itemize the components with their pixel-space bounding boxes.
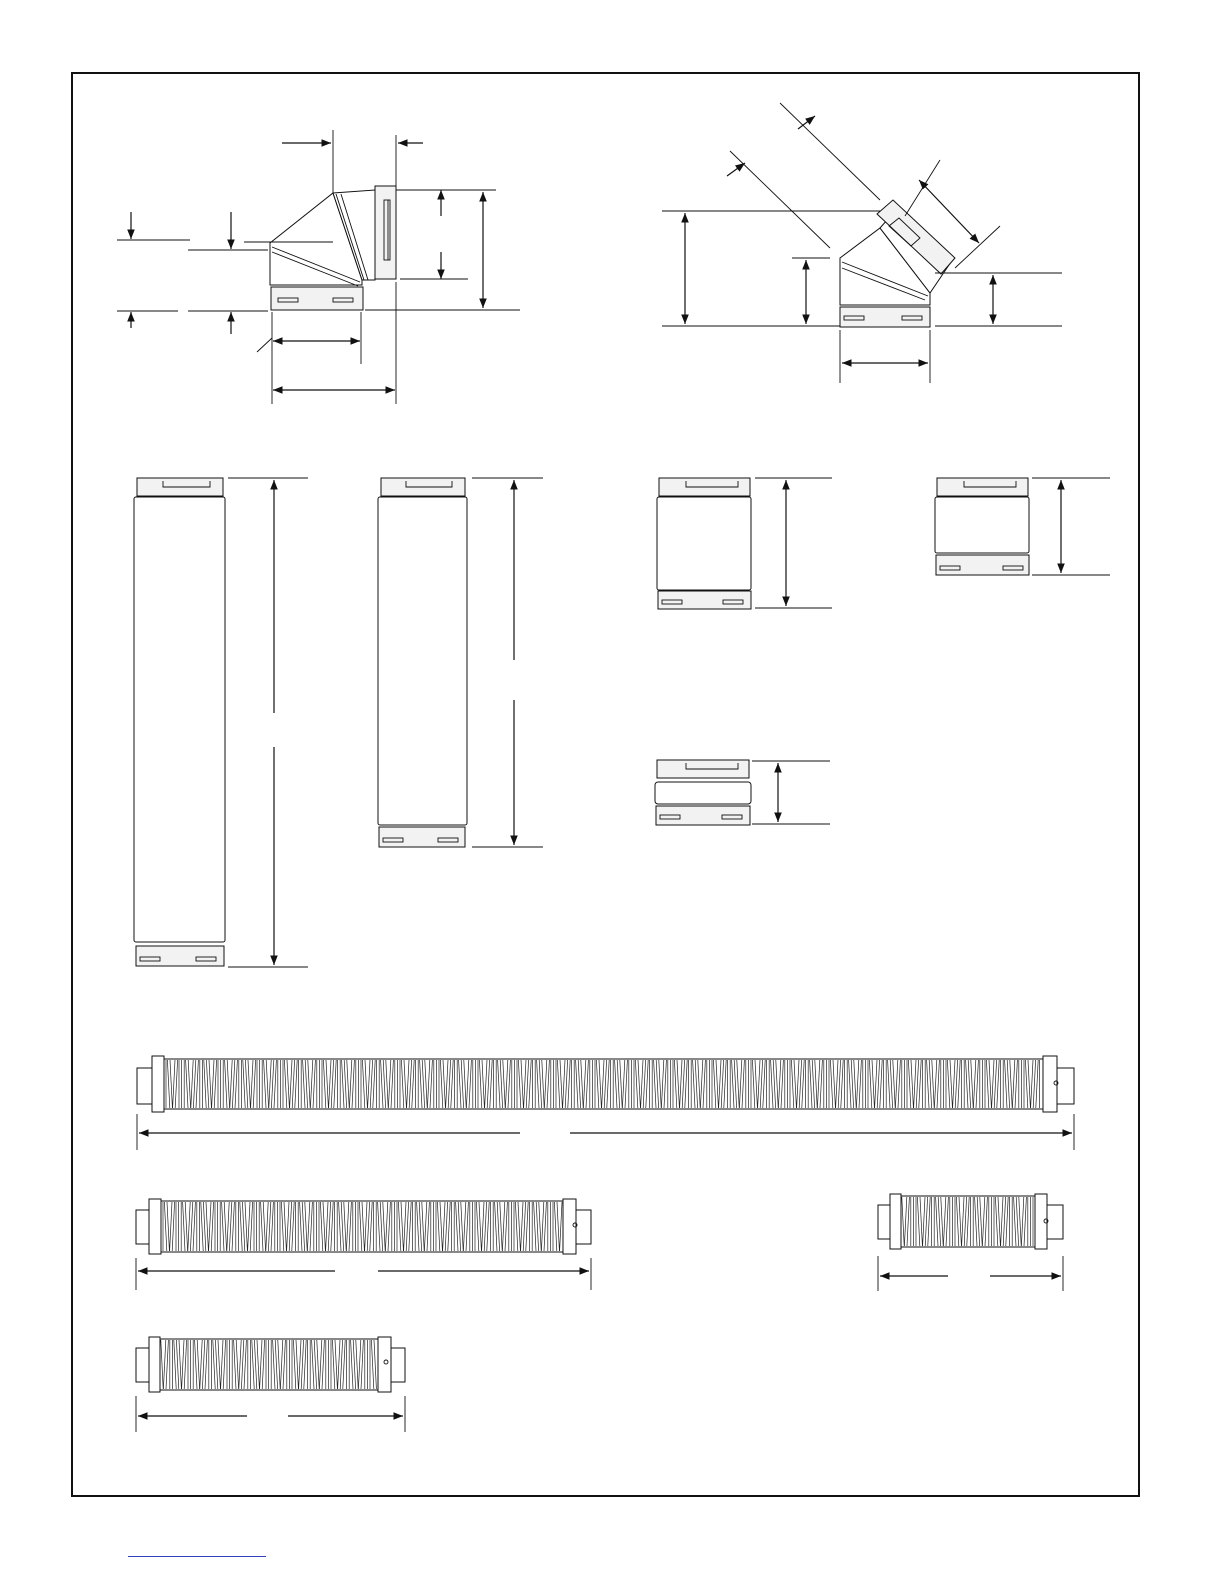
footer-link-underline[interactable] — [128, 1556, 266, 1557]
pipe-straight-medium-drawing — [378, 478, 543, 847]
elbow-90-drawing — [117, 130, 520, 404]
pipe-straight-short-drawing — [657, 478, 832, 609]
flex-pipe-long-drawing — [137, 1056, 1074, 1150]
flex-pipe-medium-drawing — [136, 1199, 591, 1290]
pipe-straight-shorter-drawing — [935, 478, 1110, 575]
pipe-adjustable-drawing — [655, 760, 830, 825]
pipe-straight-long-drawing — [134, 478, 308, 967]
flex-pipe-short-drawing — [878, 1194, 1063, 1291]
elbow-45-drawing — [662, 103, 1062, 383]
flex-pipe-body — [160, 1339, 378, 1390]
flex-pipe-small-drawing — [136, 1337, 405, 1432]
